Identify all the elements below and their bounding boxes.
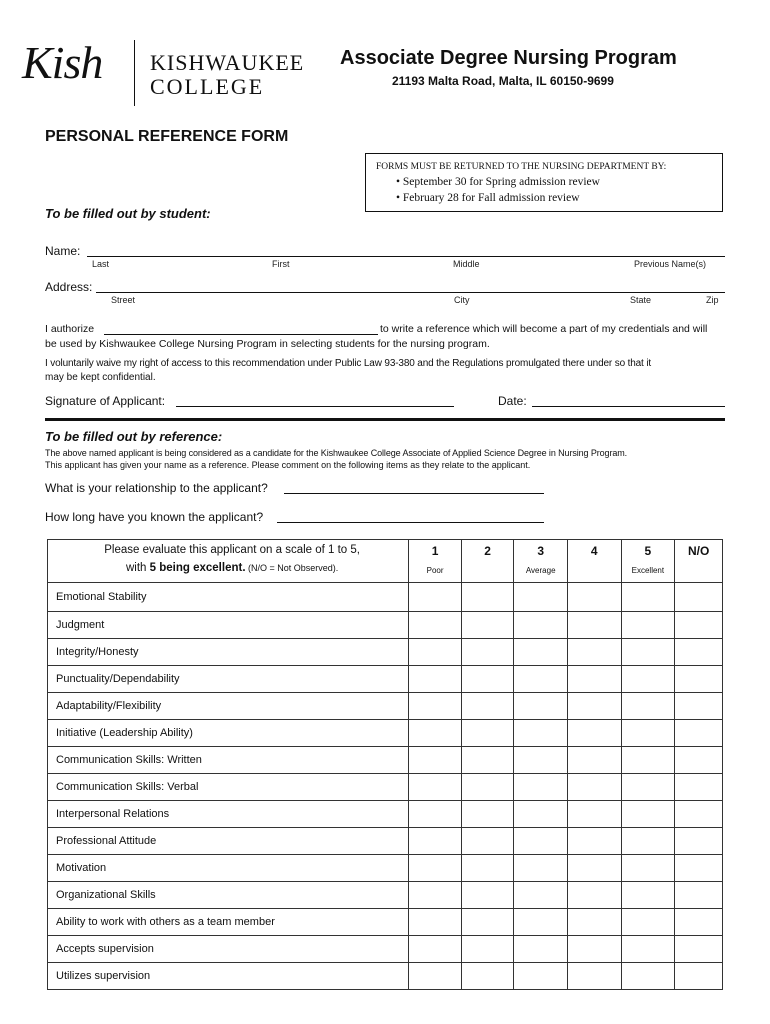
rating-cell[interactable]: [621, 612, 675, 639]
address-sub-state: State: [630, 295, 652, 305]
rating-cell[interactable]: [675, 828, 723, 855]
rating-cell[interactable]: [621, 666, 675, 693]
rating-cell[interactable]: [621, 963, 675, 990]
rating-cell[interactable]: [514, 855, 568, 882]
rating-cell[interactable]: [675, 693, 723, 720]
rating-cell[interactable]: [409, 639, 462, 666]
criterion-label: Communication Skills: Verbal: [48, 774, 409, 801]
rating-cell[interactable]: [568, 963, 621, 990]
rating-cell[interactable]: [409, 909, 462, 936]
rating-cell[interactable]: [621, 693, 675, 720]
authorize-text-line2: be used by Kishwaukee College Nursing Program in selecting students for the nursing program.: [45, 338, 490, 350]
rating-cell[interactable]: [675, 801, 723, 828]
rating-cell[interactable]: [461, 855, 513, 882]
rating-cell[interactable]: [409, 882, 462, 909]
rating-cell[interactable]: [675, 666, 723, 693]
rating-descriptor: Average: [525, 566, 556, 575]
authorize-text-end: to write a reference which will become a part of my credentials and will: [380, 323, 708, 335]
criterion-label: Utilizes supervision: [48, 963, 409, 990]
rating-cell[interactable]: [621, 720, 675, 747]
logo-divider: [134, 40, 135, 106]
rating-cell[interactable]: [461, 693, 513, 720]
criterion-row: [48, 693, 723, 720]
rating-cell[interactable]: [409, 720, 462, 747]
deadline-item: • February 28 for Fall admission review: [396, 192, 580, 204]
rating-cell[interactable]: [461, 936, 513, 963]
rating-cell[interactable]: [514, 693, 568, 720]
rating-cell[interactable]: [461, 882, 513, 909]
rating-cell[interactable]: [461, 639, 513, 666]
rating-cell[interactable]: [409, 666, 462, 693]
rating-cell[interactable]: [675, 882, 723, 909]
rating-column-header: [621, 540, 675, 583]
criterion-row: [48, 747, 723, 774]
instructions-line2: with 5 being excellent. (N/O = Not Observed).: [125, 562, 339, 574]
rating-cell[interactable]: [461, 801, 513, 828]
reference-intro-line1: The above named applicant is being considered as a candidate for the Kishwaukee College Associate of Applied Science Degree in Nursing Program.: [45, 448, 628, 458]
rating-cell[interactable]: [514, 612, 568, 639]
rating-column-header: [568, 540, 621, 583]
criterion-label: Professional Attitude: [48, 828, 409, 855]
criterion-label: Integrity/Honesty: [48, 639, 409, 666]
rating-cell[interactable]: [568, 882, 621, 909]
criterion-label: Punctuality/Dependability: [48, 666, 409, 693]
name-sub-last: Last: [92, 259, 110, 269]
rating-cell[interactable]: [514, 583, 568, 612]
rating-cell[interactable]: [409, 612, 462, 639]
criterion-row: [48, 612, 723, 639]
criterion-label: Organizational Skills: [48, 882, 409, 909]
criterion-label: Judgment: [48, 612, 409, 639]
criterion-label: Adaptability/Flexibility: [48, 693, 409, 720]
criterion-row: [48, 828, 723, 855]
criterion-row: [48, 855, 723, 882]
rating-cell[interactable]: [514, 639, 568, 666]
reference-heading: To be filled out by reference:: [45, 429, 223, 444]
criterion-row: [48, 583, 723, 612]
rating-cell[interactable]: [568, 583, 621, 612]
name-label: Name:: [45, 244, 81, 258]
rating-cell[interactable]: [409, 855, 462, 882]
waiver-text-line1: I voluntarily waive my right of access to this recommendation under Public Law 93-380 and the Regulations promulgated there under so that it: [45, 358, 652, 369]
address-field[interactable]: [96, 292, 725, 293]
rating-cell[interactable]: [621, 828, 675, 855]
logo-kishwaukee: KISHWAUKEE: [150, 50, 305, 75]
rating-column-header: [675, 540, 723, 583]
rating-cell[interactable]: [409, 774, 462, 801]
rating-cell[interactable]: [568, 639, 621, 666]
logo-college: COLLEGE: [150, 74, 265, 99]
rating-cell[interactable]: [675, 936, 723, 963]
rating-cell[interactable]: [621, 639, 675, 666]
criterion-label: Ability to work with others as a team member: [48, 909, 409, 936]
rating-cell[interactable]: [568, 855, 621, 882]
name-field[interactable]: [87, 256, 725, 257]
rating-cell[interactable]: [514, 828, 568, 855]
rating-cell[interactable]: [409, 936, 462, 963]
criterion-label: Communication Skills: Written: [48, 747, 409, 774]
rating-column-header: [409, 540, 462, 583]
rating-cell[interactable]: [514, 774, 568, 801]
relationship-field[interactable]: [284, 493, 544, 494]
rating-cell[interactable]: [461, 909, 513, 936]
rating-cell[interactable]: [568, 828, 621, 855]
rating-cell[interactable]: [621, 774, 675, 801]
known-duration-field[interactable]: [277, 522, 544, 523]
criterion-row: [48, 801, 723, 828]
deadline-item: • September 30 for Spring admission review: [396, 176, 600, 188]
rating-number: 1: [431, 544, 439, 558]
criterion-label: Interpersonal Relations: [48, 801, 409, 828]
criterion-row: [48, 720, 723, 747]
rating-cell[interactable]: [514, 747, 568, 774]
rating-cell[interactable]: [675, 720, 723, 747]
evaluation-table: [47, 539, 723, 990]
rating-cell[interactable]: [621, 855, 675, 882]
rating-cell[interactable]: [461, 747, 513, 774]
rating-cell[interactable]: [675, 639, 723, 666]
criterion-label: Motivation: [48, 855, 409, 882]
criterion-label: Accepts supervision: [48, 936, 409, 963]
rating-cell[interactable]: [568, 936, 621, 963]
rating-cell[interactable]: [461, 720, 513, 747]
rating-cell[interactable]: [621, 583, 675, 612]
rating-cell[interactable]: [675, 855, 723, 882]
student-heading: To be filled out by student:: [45, 206, 211, 221]
rating-descriptor: Poor: [426, 566, 444, 575]
authorize-text-start: I authorize: [45, 323, 95, 335]
address-sub-street: Street: [111, 295, 136, 305]
criterion-row: [48, 774, 723, 801]
rating-cell[interactable]: [675, 774, 723, 801]
signature-field[interactable]: [176, 406, 454, 407]
relationship-question: What is your relationship to the applicant?: [45, 481, 268, 495]
criterion-label: Emotional Stability: [48, 583, 409, 612]
rating-column-header: [514, 540, 568, 583]
rating-descriptor: Excellent: [631, 566, 665, 575]
criterion-label: Initiative (Leadership Ability): [48, 720, 409, 747]
rating-cell[interactable]: [675, 612, 723, 639]
address-sub-zip: Zip: [706, 295, 719, 305]
rating-cell[interactable]: [568, 693, 621, 720]
rating-cell[interactable]: [621, 909, 675, 936]
rating-number: 3: [537, 544, 545, 558]
rating-cell[interactable]: [409, 583, 462, 612]
authorize-name-field[interactable]: [104, 334, 378, 335]
rating-cell[interactable]: [409, 828, 462, 855]
rating-cell[interactable]: [409, 693, 462, 720]
rating-cell[interactable]: [461, 612, 513, 639]
rating-cell[interactable]: [514, 720, 568, 747]
rating-cell[interactable]: [568, 666, 621, 693]
address-sub-city: City: [454, 295, 470, 305]
deadline-box: [365, 153, 723, 212]
criterion-row: [48, 909, 723, 936]
rating-number: N/O: [687, 544, 710, 558]
waiver-text-line2: may be kept confidential.: [45, 372, 156, 383]
rating-cell[interactable]: [621, 801, 675, 828]
rating-cell[interactable]: [568, 774, 621, 801]
rating-cell[interactable]: [568, 747, 621, 774]
rating-cell[interactable]: [621, 882, 675, 909]
criterion-row: [48, 963, 723, 990]
criterion-row: [48, 882, 723, 909]
rating-column-header: [461, 540, 513, 583]
rating-cell[interactable]: [675, 583, 723, 612]
rating-cell[interactable]: [514, 666, 568, 693]
rating-cell[interactable]: [514, 801, 568, 828]
known-duration-question: How long have you known the applicant?: [45, 510, 264, 524]
rating-number: 4: [590, 544, 598, 558]
rating-cell[interactable]: [568, 612, 621, 639]
evaluation-instructions: [48, 540, 409, 583]
rating-cell[interactable]: [409, 801, 462, 828]
rating-cell[interactable]: [568, 801, 621, 828]
criterion-row: [48, 666, 723, 693]
name-sub-middle: Middle: [453, 259, 480, 269]
address-label: Address:: [45, 280, 93, 294]
name-sub-previous: Previous Name(s): [634, 259, 707, 269]
rating-number: 2: [484, 544, 491, 558]
rating-number: 5: [644, 544, 652, 558]
rating-cell[interactable]: [461, 666, 513, 693]
reference-intro-line2: This applicant has given your name as a reference. Please comment on the following items as they relate to the applicant.: [45, 460, 531, 470]
form-title: PERSONAL REFERENCE FORM: [45, 128, 289, 145]
rating-cell[interactable]: [568, 909, 621, 936]
rating-cell[interactable]: [461, 774, 513, 801]
rating-cell[interactable]: [514, 882, 568, 909]
program-title: Associate Degree Nursing Program: [340, 47, 677, 69]
kish-script-logo: Kish: [22, 37, 103, 88]
rating-cell[interactable]: [675, 747, 723, 774]
rating-cell[interactable]: [514, 936, 568, 963]
criterion-row: [48, 639, 723, 666]
rating-cell[interactable]: [675, 963, 723, 990]
deadline-heading: FORMS MUST BE RETURNED TO THE NURSING DEPARTMENT BY:: [376, 162, 667, 172]
rating-cell[interactable]: [621, 936, 675, 963]
date-label: Date:: [498, 394, 527, 408]
rating-cell[interactable]: [461, 583, 513, 612]
rating-cell[interactable]: [514, 909, 568, 936]
program-address: 21193 Malta Road, Malta, IL 60150-9699: [392, 74, 614, 88]
rating-cell[interactable]: [568, 720, 621, 747]
instructions-line1: Please evaluate this applicant on a scale of 1 to 5,: [104, 544, 360, 556]
evaluation-table-header: [48, 540, 723, 583]
criterion-row: [48, 936, 723, 963]
rating-cell[interactable]: [409, 747, 462, 774]
section-divider: [45, 418, 725, 421]
signature-label: Signature of Applicant:: [45, 394, 166, 408]
rating-cell[interactable]: [461, 828, 513, 855]
date-field[interactable]: [532, 406, 725, 407]
rating-cell[interactable]: [621, 747, 675, 774]
rating-cell[interactable]: [514, 963, 568, 990]
rating-cell[interactable]: [675, 909, 723, 936]
rating-cell[interactable]: [409, 963, 462, 990]
name-sub-first: First: [272, 259, 290, 269]
rating-cell[interactable]: [461, 963, 513, 990]
